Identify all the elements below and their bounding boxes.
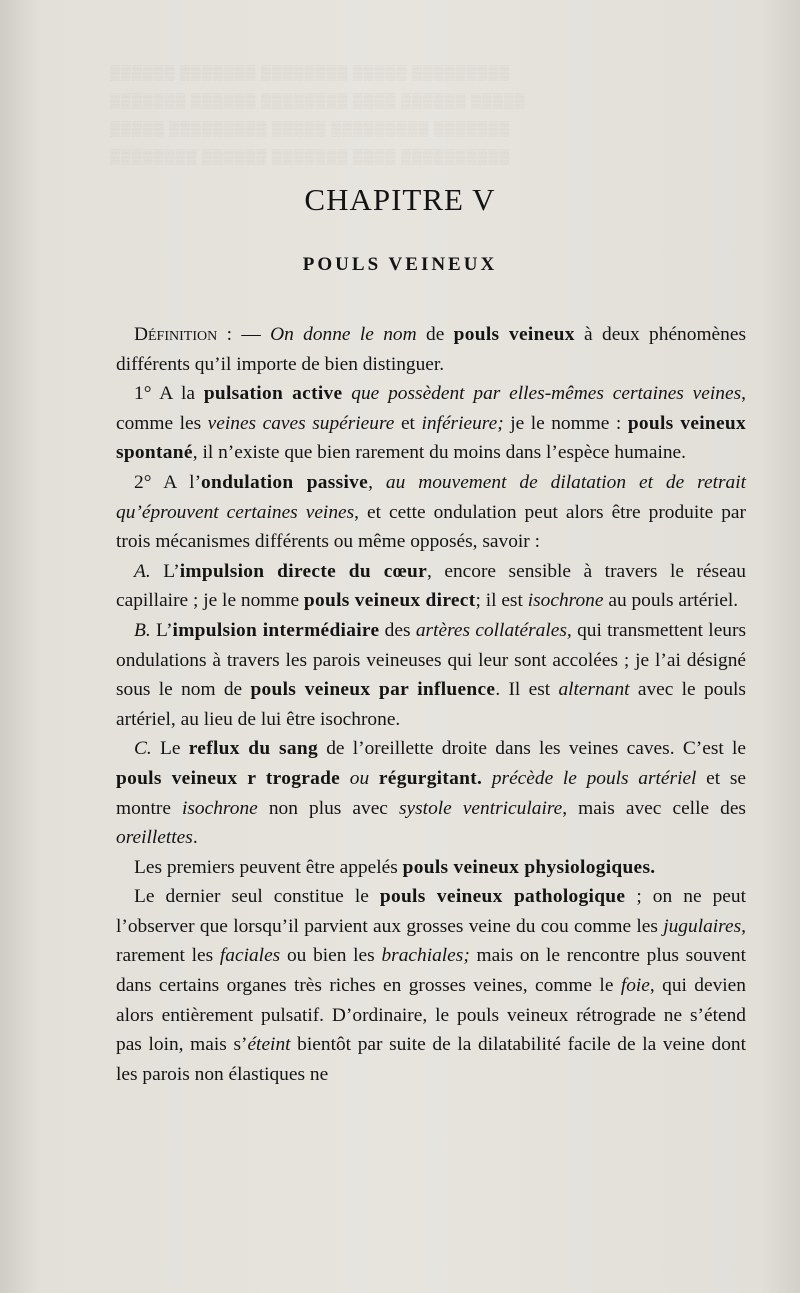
section-title: POULS VEINEUX	[302, 254, 498, 275]
paragraph-a: A. L’impulsion directe du cœur, encore sensible à travers le réseau capillaire ; je le nomme pouls veineux direct; il est isochrone au pouls artériel.	[116, 560, 746, 612]
term-pouls-veineux: pouls veineux	[453, 324, 575, 345]
paragraph-pathologique: Le dernier seul constitue le pouls veineux pathologique ; on ne peut l’observer que lorsqu’il parvient aux grosses veine du cou comme les jugulaires, rarement les faciales ou bien les brachiales; mais on le rencontre plus souvent dans certains organes très riches en grosses veines, comme le foie, qui devien alors entièrement pulsatif. D’ordinaire, le pouls veineux rétrograde ne s’étend pas loin, mais s’éteint bientôt par suite de la dilatabilité facile de la veine dont les parois non élastiques ne	[116, 886, 747, 1085]
chapter-heading: CHAPITRE V	[304, 182, 496, 217]
paragraph-c: C. Le reflux du sang de l’oreillette droite dans les veines caves. C’est le pouls veineux r trograde ou régurgitant. précède le pouls artériel et se montre isochrone non plus avec systole ventriculaire, mais avec celle des oreillettes.	[116, 738, 746, 849]
paragraph-b: B. L’impulsion intermédiaire des artères collatérales, qui transmettent leurs ondulations à travers les parois veineuses qui leur sont accolées ; je l’ai désigné sous le nom de pouls veineux par influence. Il est alternant avec le pouls artériel, au lieu de lui être isochrone.	[116, 619, 747, 730]
paragraph-ondulation-passive: 2° A l’ondulation passive, au mouvement de dilatation et de retrait qu’éprouvent certaines veines, et cette ondulation peut alors être produite par trois mécanismes différents ou même opposés, savoir :	[116, 471, 747, 553]
paragraph-pulsation-active: 1° A la pulsation active que possèdent par elles-mêmes certaines veines, comme les veines caves supérieure et inférieure; je le nomme : pouls veineux spontané, il n’existe que bien rarement du moins dans l’espèce humaine.	[116, 383, 746, 464]
show-through-texture: ▒▒▒▒▒▒ ▒▒▒▒▒▒▒ ▒▒▒▒▒▒▒▒ ▒▒▒▒▒ ▒▒▒▒▒▒▒▒▒ ▒▒▒▒▒▒▒ ▒▒▒▒▒▒ ▒▒▒▒▒▒▒▒ ▒▒▒▒ ▒▒▒▒▒▒ ▒▒▒▒▒ ▒▒▒▒▒ ▒▒▒▒▒▒▒▒▒ ▒▒▒▒▒ ▒▒▒▒▒▒▒▒▒ ▒▒▒▒▒▒▒ ▒▒▒▒▒▒▒▒ ▒▒▒▒▒▒ ▒▒▒▒▒▒▒ ▒▒▒▒ ▒▒▒▒▒▒▒▒▒▒	[110, 66, 526, 165]
paragraph-definition: Définition : — On donne le nom de pouls veineux à deux phénomènes différents qu’il importe de bien distinguer.	[116, 324, 746, 375]
definition-label: Définition	[134, 324, 218, 345]
body-text	[116, 320, 746, 1089]
paragraph-physiologiques: Les premiers peuvent être appelés pouls veineux physiologiques.	[134, 856, 656, 878]
